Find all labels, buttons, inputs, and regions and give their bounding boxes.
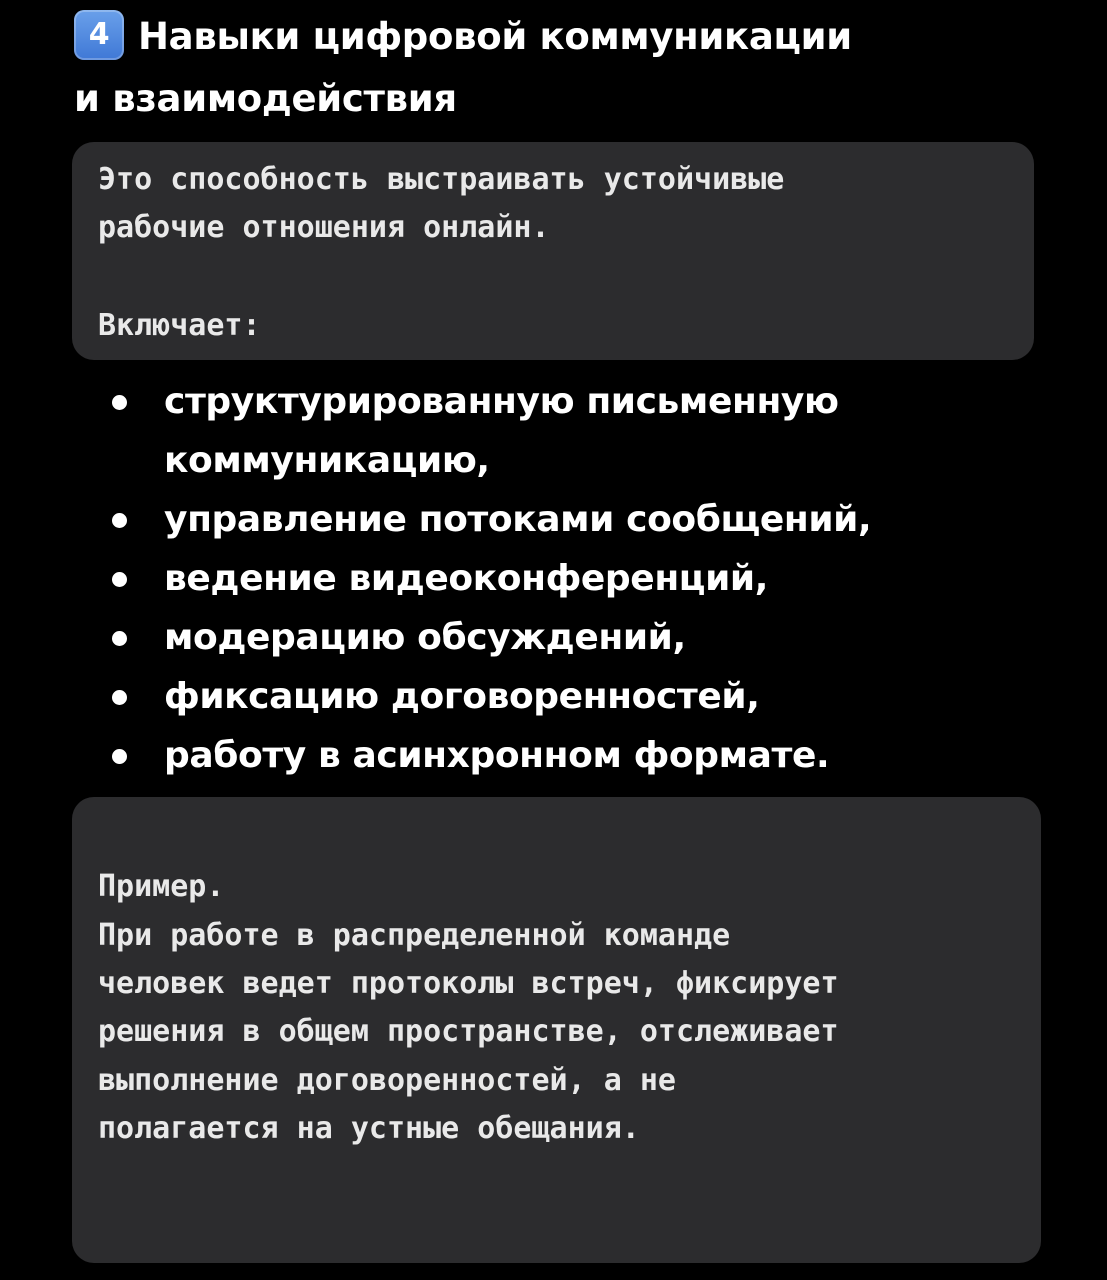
bullet-icon: [112, 572, 127, 587]
example-line-5: полагается на устные обещания.: [98, 1111, 640, 1146]
list-item-text: ведение видеоконференций,: [164, 558, 769, 599]
list-item: [110, 490, 1070, 549]
example-line-1: При работе в распределенной команде: [98, 918, 731, 953]
list-item-text-continued: коммуникацию,: [164, 440, 490, 481]
section-heading: [74, 6, 1054, 130]
list-item: [110, 726, 1070, 785]
list-item: [110, 549, 1070, 608]
bullet-icon: [112, 749, 127, 764]
example-label: Пример.: [98, 869, 225, 904]
bullet-icon: [112, 395, 127, 410]
definition-box: [72, 142, 1034, 360]
example-line-2: человек ведет протоколы встреч, фиксирует: [98, 966, 839, 1001]
list-item-text: управление потоками сообщений,: [164, 499, 872, 540]
example-line-4: выполнение договоренностей, а не: [98, 1063, 676, 1098]
example-line-3: решения в общем пространстве, отслеживает: [98, 1014, 839, 1049]
bullet-icon: [112, 631, 127, 646]
keycap-four-icon: 4: [74, 10, 124, 60]
bullet-icon: [112, 513, 127, 528]
list-item: [110, 372, 1070, 490]
bullet-icon: [112, 690, 127, 705]
includes-label: Включает:: [98, 308, 261, 343]
heading-line-1: [74, 6, 1054, 68]
list-item-text: структурированную письменную: [164, 381, 839, 422]
list-item-text: модерацию обсуждений,: [164, 617, 686, 658]
list-item: [110, 667, 1070, 726]
list-item: [110, 608, 1070, 667]
heading-title-part-1: Навыки цифровой коммуникации: [138, 15, 852, 58]
example-box: [72, 797, 1041, 1263]
list-item-text: работу в асинхронном формате.: [164, 735, 830, 776]
definition-line-2: рабочие отношения онлайн.: [98, 210, 550, 245]
list-item-text: фиксацию договоренностей,: [164, 676, 760, 717]
definition-line-1: Это способность выстраивать устойчивые: [98, 162, 785, 197]
heading-title-part-2: и взаимодействия: [74, 77, 457, 120]
skills-list: [110, 372, 1070, 785]
